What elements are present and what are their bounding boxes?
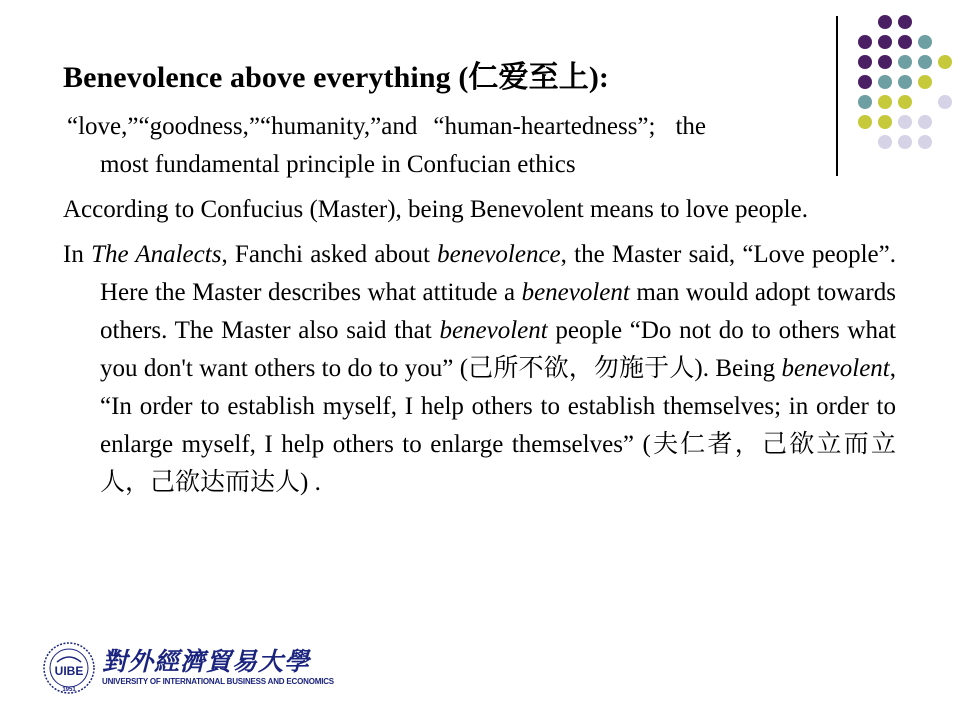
decorative-dot (938, 95, 952, 109)
decorative-dot (918, 115, 932, 129)
slide-body (63, 108, 896, 502)
analects-text-5: people “Do not do to others what you don't want others to do to you” (己所不欲，勿施于人). Being (100, 317, 897, 382)
decorative-dot (858, 75, 872, 89)
term-goodness: “goodness,” (138, 113, 260, 140)
seal-text: UIBE (54, 664, 84, 678)
decorative-dot (878, 55, 892, 69)
term-love: “love,” (67, 113, 139, 140)
decorative-dot (858, 95, 872, 109)
decorative-dot (878, 35, 892, 49)
decorative-dot (918, 35, 932, 49)
analects-text-4: man would adopt towards others. The Master also said that (100, 279, 896, 344)
decorative-dot (898, 15, 912, 29)
decorative-dot (898, 95, 912, 109)
term-humanity: “humanity,” (259, 113, 382, 140)
decorative-dot (858, 55, 872, 69)
decorative-dot (878, 15, 892, 29)
term-human-heartedness: “human-heartedness”; (433, 113, 656, 140)
decorative-dot (898, 55, 912, 69)
university-name-english: UNIVERSITY OF INTERNATIONAL BUSINESS AND ECONOMICS (102, 677, 334, 686)
analects-text-3: , the Master said, “Love people”. Here the Master describes what attitude a (100, 241, 896, 306)
analects-text-2: , Fanchi asked about (221, 241, 438, 268)
analects-text-1: In (63, 241, 92, 268)
paragraph-definitions (63, 108, 896, 184)
italic-benevolent-2: benevolent (439, 317, 548, 344)
italic-benevolence: benevolence (437, 241, 561, 268)
university-name-chinese: 對外經濟貿易大學 (102, 647, 311, 676)
paragraph-confucius: According to Confucius (Master), being Benevolent means to love people. (63, 196, 808, 223)
analects-title-italic: The Analects (91, 241, 222, 268)
decorative-dot (898, 115, 912, 129)
university-logo (40, 640, 334, 696)
decorative-dot (918, 135, 932, 149)
slide-title: Benevolence above everything (仁爱至上): (63, 61, 610, 94)
paragraph-analects (63, 236, 896, 502)
decorative-dot (858, 35, 872, 49)
decorative-dot (918, 55, 932, 69)
uibe-seal-icon (40, 640, 98, 696)
analects-text-6: , “In order to establish myself, I help others to establish themselves; in order to enlarge myself, I help others to enlarge themselves” (夫仁者，己欲立而立人，己欲达而达人) . (100, 355, 896, 496)
decorative-dot (918, 75, 932, 89)
decorative-dot (878, 75, 892, 89)
definitions-continuation: most fundamental principle in Confucian ethics (100, 151, 576, 178)
decorative-dot (938, 55, 952, 69)
decorative-dot (898, 135, 912, 149)
seal-year: 1951 (62, 687, 76, 693)
decorative-dot (898, 35, 912, 49)
definitions-line (67, 108, 896, 146)
decorative-dot (898, 75, 912, 89)
term-and: and (381, 113, 418, 140)
decorative-dot (878, 95, 892, 109)
italic-benevolent-1: benevolent (521, 279, 630, 306)
term-the: the (675, 113, 707, 140)
italic-benevolent-3: benevolent (781, 355, 890, 382)
